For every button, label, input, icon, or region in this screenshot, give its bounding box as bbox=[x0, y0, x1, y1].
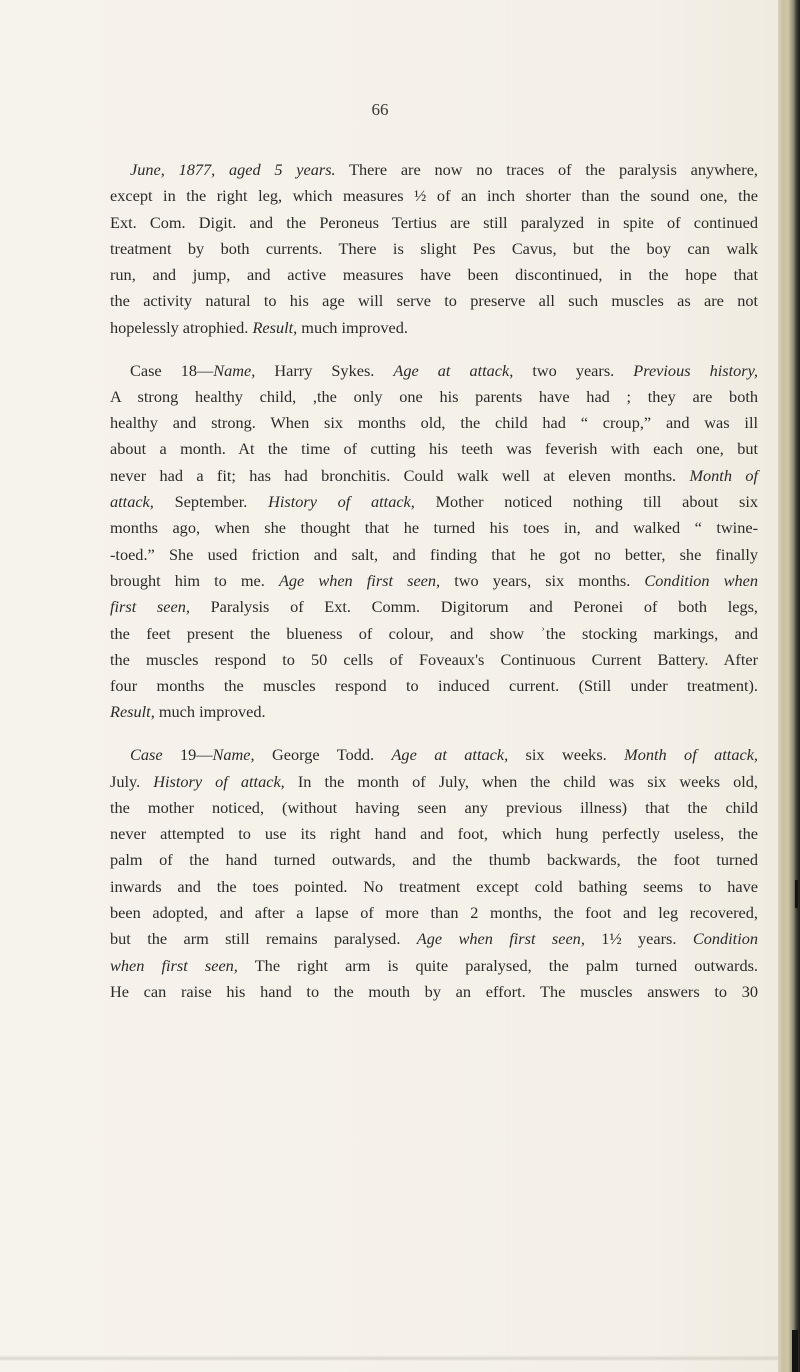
italic-run: Result, bbox=[110, 702, 155, 722]
text-line bbox=[110, 673, 758, 699]
text-line bbox=[110, 358, 758, 384]
italic-run: Case bbox=[130, 745, 163, 765]
italic-run: History of attack, bbox=[268, 492, 415, 512]
text-run: September. bbox=[153, 492, 269, 512]
text-run: two years, six months. bbox=[440, 570, 645, 590]
italic-run: Condition when bbox=[644, 570, 758, 590]
text-run: much improved. bbox=[154, 702, 266, 722]
italic-run: first seen, bbox=[110, 597, 190, 617]
italic-run: June, 1877, aged 5 years. bbox=[130, 160, 336, 179]
text-run: inwards and the toes pointed. No treatment except cold bathing seems to have bbox=[110, 876, 758, 896]
text-line bbox=[110, 236, 758, 262]
italic-run: Month of attack, bbox=[624, 745, 758, 765]
text-line bbox=[110, 847, 758, 873]
text-run: about a month. At the time of cutting his teeth was feverish with each one, but bbox=[110, 439, 758, 459]
text-run: the muscles respond to 50 cells of Foveaux's Continuous Current Battery. After bbox=[110, 649, 758, 669]
text-run: never had a fit; has had bronchitis. Could walk well at eleven months. bbox=[110, 465, 690, 485]
text-run: A strong healthy child, ,the only one his parents have had ; they are both bbox=[110, 386, 758, 406]
paragraph-case-19 bbox=[110, 742, 758, 1005]
text-run: The right arm is quite paralysed, the palm turned outwards. bbox=[237, 955, 759, 975]
text-line bbox=[110, 542, 758, 568]
text-run: palm of the hand turned outwards, and the thumb backwards, the foot turned bbox=[110, 850, 758, 870]
text-line bbox=[110, 979, 758, 1005]
text-run: hopelessly atrophied. bbox=[110, 317, 253, 337]
text-line bbox=[110, 874, 758, 900]
text-line bbox=[110, 953, 758, 979]
text-run: George Todd. bbox=[254, 745, 392, 765]
text-line bbox=[110, 157, 758, 183]
text-line bbox=[110, 262, 758, 288]
text-line bbox=[110, 769, 758, 795]
text-line bbox=[110, 515, 758, 541]
text-run: except in the right leg, which measures ½ of an inch shorter than the sound one, the bbox=[110, 186, 758, 206]
page-bottom-shadow bbox=[0, 1355, 778, 1361]
text-run: Mother noticed nothing till about six bbox=[414, 492, 758, 512]
text-run: the activity natural to his age will serve to preserve all such muscles as are not bbox=[110, 291, 758, 311]
text-run: 1½ years. bbox=[584, 929, 693, 949]
text-line bbox=[110, 489, 758, 515]
text-run: There are now no traces of the paralysis anywhere, bbox=[335, 160, 758, 179]
text-run: Harry Sykes. bbox=[255, 360, 394, 380]
text-run: but the arm still remains paralysed. bbox=[110, 929, 417, 949]
text-line bbox=[110, 699, 758, 725]
text-line bbox=[110, 568, 758, 594]
text-run: 19— bbox=[162, 745, 213, 765]
italic-run: Name, bbox=[213, 360, 256, 380]
text-run: months ago, when she thought that he turned his toes in, and walked “ twine- bbox=[110, 518, 758, 538]
text-line bbox=[110, 410, 758, 436]
text-line bbox=[110, 621, 758, 647]
text-line bbox=[110, 384, 758, 410]
edge-dark-mark bbox=[795, 880, 798, 908]
text-run: In the month of July, when the child was six weeks old, bbox=[284, 771, 759, 791]
text-line bbox=[110, 436, 758, 462]
text-run: Ext. Com. Digit. and the Peroneus Tertius are still paralyzed in spite of continued bbox=[110, 212, 758, 232]
text-run: never attempted to use its right hand and foot, which hung perfectly useless, the bbox=[110, 824, 758, 844]
text-run: six weeks. bbox=[508, 745, 625, 765]
italic-run: when first seen, bbox=[110, 955, 238, 975]
text-line bbox=[110, 315, 758, 341]
text-run: run, and jump, and active measures have been discontinued, in the hope that bbox=[110, 265, 758, 285]
text-run: been adopted, and after a lapse of more than 2 months, the foot and leg recovered, bbox=[110, 903, 758, 923]
text-run: treatment by both currents. There is slight Pes Cavus, but the boy can walk bbox=[110, 238, 758, 258]
text-run: four months the muscles respond to induced current. (Still under treatment). bbox=[110, 676, 758, 696]
text-run: healthy and strong. When six months old, the child had “ croup,” and was ill bbox=[110, 413, 758, 433]
italic-run: Previous history, bbox=[633, 360, 758, 380]
text-run: -toed.” She used friction and salt, and finding that he got no better, she finally bbox=[110, 544, 758, 564]
text-line bbox=[110, 926, 758, 952]
paragraph-case-17-conclusion bbox=[110, 157, 758, 341]
paragraph-case-18 bbox=[110, 358, 758, 726]
italic-run: Condition bbox=[692, 929, 758, 949]
page-number: 66 bbox=[371, 100, 389, 119]
text-line bbox=[110, 795, 758, 821]
text-run: Paralysis of Ext. Comm. Digitorum and Peronei of both legs, bbox=[189, 597, 759, 617]
text-line bbox=[110, 288, 758, 314]
edge-dark-mark bbox=[792, 1330, 798, 1372]
text-line bbox=[110, 183, 758, 209]
text-run: the mother noticed, (without having seen any previous illness) that the child bbox=[110, 797, 758, 817]
book-edge bbox=[778, 0, 800, 1372]
italic-run: Name, bbox=[212, 745, 255, 765]
text-run: He can raise his hand to the mouth by an effort. The muscles answers to 30 bbox=[110, 981, 758, 1001]
italic-run: History of attack, bbox=[153, 771, 285, 791]
text-line bbox=[110, 821, 758, 847]
text-line bbox=[110, 742, 758, 768]
text-run: much improved. bbox=[297, 317, 408, 337]
italic-run: Age at attack, bbox=[391, 745, 509, 765]
italic-run: Age when first seen, bbox=[278, 570, 441, 590]
text-run: the feet present the blueness of colour, and show ʾthe stocking markings, and bbox=[110, 623, 758, 643]
text-line bbox=[110, 647, 758, 673]
text-line bbox=[110, 463, 758, 489]
italic-run: Age at attack, bbox=[393, 360, 514, 380]
italic-run: Result, bbox=[252, 317, 298, 337]
italic-run: Month of bbox=[689, 465, 758, 485]
text-line bbox=[110, 210, 758, 236]
text-run: Case bbox=[130, 360, 162, 380]
text-line bbox=[110, 900, 758, 926]
text-line bbox=[110, 594, 758, 620]
italic-run: Age when first seen, bbox=[416, 929, 585, 949]
text-run: brought him to me. bbox=[110, 570, 279, 590]
text-run: two years. bbox=[513, 360, 634, 380]
text-run: 18— bbox=[161, 360, 214, 380]
italic-run: attack, bbox=[110, 492, 154, 512]
page-body bbox=[110, 157, 758, 1005]
text-run: July. bbox=[110, 771, 154, 791]
